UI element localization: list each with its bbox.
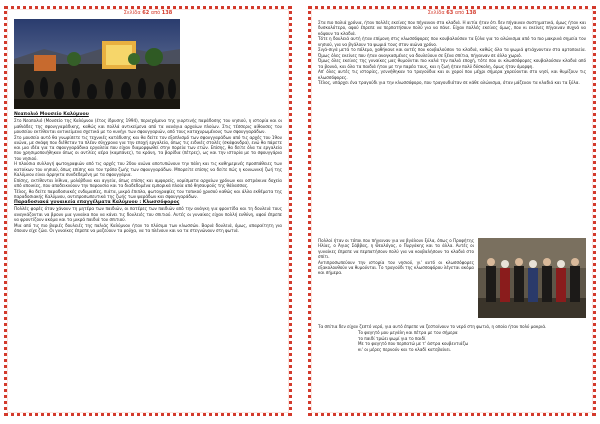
header-sep: από <box>150 10 161 16</box>
paragraph: Μια από τις πιο βαριές δουλειές της παλιάς Καλύμνου ήταν το πλύσιμο των κλωσσών. Βαριά δουλειά, όμως, απαραίτητη για όποιον είχε ζώα. Οι γυναίκες έπρεπε να μαζεύουν τα ρούχα, να τα πλένουν και να τα στεγνώνουν στη φωτιά. <box>14 222 282 233</box>
header-total-pages: 138 <box>465 10 477 16</box>
right-content-bottom-2 <box>318 324 586 353</box>
header-sep: από <box>454 10 465 16</box>
paragraph: Τέλος, υπάρχει ένα τραγούδι για την κλωσσόφορο, που τραγουδιόταν σε κάθε αλώνισμα, όταν μάζευαν τα κλαδιά και τα ξύλα. <box>318 80 580 86</box>
festival-photo <box>14 19 180 109</box>
header-current-page: 63 <box>446 10 454 16</box>
paragraph: Τέλος, θα δείτε παραδοσιακές ενδυμασίες, πιάτα, μικρά έπιπλα, φωτογραφίες του τοπικού χρυσού καθώς και άλλα εκθέματα της παραδοσιακής Καλύμνου, αντιπροσωπευτικά της ζωής των ψαράδων και σφουγγαράδων. <box>14 188 282 199</box>
section-title-2: Παραδοσιακά γυναικεία επαγγέλματα Καλύμνου : Κλωσσόφορος <box>14 200 180 205</box>
poem-line: Το φαγητό μου μεγάλη και πέτρα με του σήμερα <box>358 329 458 335</box>
paragraph: Στο μουσείο αυτό θα γνωρίσετε τις τεχνικές κατάδυσης και θα δείτε τον εξοπλισμό των σφουγγαράδων από τις αρχές του 19ου αιώνα, με σκάφη που διέθεταν τα πλέον σύγχρονα για την εποχή εργαλεία, όπως τις ειδικές στολές (σκάφανδρα), ενώ θα πάρετε και μια ιδέα για τα σφουγγαράδικα εργαλεία που είχαν διαμορφωθεί στην πορεία των ετών. Επίσης, θα δείτε όλα τα εργαλεία που χρησιμοποιήθηκαν όπως οι αντλίες αέρα (καμπάνες), τα κράνη, τα βαρίδια (πέτρες), ως και την ιστορία με τα σφουγγάρια του νησιού. <box>14 134 282 161</box>
page-header <box>308 10 596 16</box>
right-content-top <box>318 20 586 236</box>
header-current-page: 62 <box>142 10 150 16</box>
poem-line: κι' οι μέρες περνούν και το κλαδί κατεβαίνει. <box>358 347 452 352</box>
poem-line: Με το φαγητό που περπατώ με τ' άστρα κουβεντιάζω <box>358 341 469 347</box>
section-title: Νεαπολιό Μουσείο Καλύμνου <box>14 112 89 117</box>
folk-dance-photo <box>478 238 586 318</box>
page-header <box>4 10 292 16</box>
right-content-bottom <box>318 238 474 276</box>
header-prefix: Σελίδα <box>123 10 141 16</box>
header-prefix: Σελίδα <box>427 10 445 16</box>
paragraph: Πολλές φορές όταν χάνουν τη μητέρα των παιδιών, οι πατέρες των παιδιών από την ανάγκη για φροντίδα και τη δουλειά τους αναγκάζονται να βρουν μια γυναίκα που να κάνει τις δουλειές του σπιτιού. Αυτές οι γυναίκες είχαν πολλή ευθύνη, αφού έπρεπε να φροντίζουν ακόμα και τα μικρά παιδιά του σπιτιού. <box>14 206 282 222</box>
left-page <box>4 6 292 416</box>
paragraph: Τα σπίτια δεν είχαν ζεστό νερό, για αυτό έπρεπε να ζεσταίνουν το νερό στη φωτιά, η οποία ήταν πολύ μακριά. <box>318 324 547 329</box>
left-content <box>14 111 282 234</box>
paragraph: Η πλούσια συλλογή φωτογραφιών από τις αρχές του 20ου αιώνα αποτυπώνουν την πάλη και τις καθημερινές προσπάθειες των κατοίκων του νησιού, όπως επίσης και τον τρόπο ζωής των σφουγγαράδων. Μπορείτε επίσης να δείτε πώς η κοινωνική ζωή της Καλύμνου είναι άρρηκτα συνδεδεμένη με τα σφουγγάρια. <box>14 161 282 177</box>
paragraph: Αντιπροσωπεύουν την ιστορία του νησιού, γι' αυτό οι κλωσσόφορες εξακολουθούν να θυμούνται. Το τραγούδι της κλωσσοφόρου λέγεται ακόμα και σήμερα. <box>318 259 474 275</box>
right-page <box>308 6 596 416</box>
header-total-pages: 138 <box>161 10 173 16</box>
paragraph: Στο Νεαπολιό (Μουσείο της Καλύμνου (έτος ίδρυσης 1994), περιεχόμενα της γιορτινής παράδοσης του νησιού, η ιστορία και οι μαθιάδες της σφουγγαράδικης, καθώς και πολλά αντικείμενα από τα ναυάγια αρχαίων πλοίων. Στις τέσσερις αίθουσες του μουσείου εκτίθενται αντικείμενα σχετικά με το κυνήγι των σφουγγαριών, από τους κατοχυρωμένους των σφουγγαράδων. <box>14 118 282 134</box>
paragraph: Στα πιο παλιά χρόνια, ήταν πολλές εκείνες που πήγαιναν στα κλαδιά. Η αιτία ήταν ότι δεν πήγαιναν συστηματικά, όμως ήταν και δυσκολότερο, αφού έπρεπε να περπατήσουν πολύ για να πάνε. Είχαν πολλές εκείνες όμως, που κι εκείνες πήγαιναν συχνά να κόψουν τα κλαδιά. <box>318 20 586 36</box>
paragraph: Απ' όλες αυτές τις ιστορίες, γεννήθηκαν τα τραγούδια και οι χοροί που μέχρι σήμερα χορεύονται στο νησί, και θυμίζουν τις κλωσσόφορες. <box>318 69 586 80</box>
paragraph: Επίσης, εκτίθενται λίθινα, μολύβδινα και αγγεία, όπως επίσης και αμφορείς, νομίσματα αρχαίων χρόνων και οστράκινα δοχεία από αποικίες, που αποδεικνύουν την παρουσία και τα διαδεδομένα εμπορικά πλοία από θησαυρούς της θάλασσας. <box>14 177 282 188</box>
poem-line: το παιδί τρώει ψωμί για το παιδί <box>358 335 426 341</box>
paragraph: Τότε η δουλειά αυτή ήταν επίμονη στις κλωσσόφορες που κουβαλούσαν τα ξύλα για το αλώνισμα από τα πιο μακρινά σημεία του νησιού, για να βγάλουν τα ψωμιά τους στον αιώνα χρόνο. <box>318 36 586 47</box>
paragraph: Πολλοί ήταν οι τόποι που πήγαιναν για να βγάλουν ξύλα, όπως ο Προφήτης Ηλίας, ο Άγιος Σάββας, η Θεολόγος, ο Πυργάκης και τα άλλα. Αυτές οι γυναίκες έπρεπε να περπατήσουν πολύ για να κουβαλήσουν τα κλαδιά στο σπίτι. <box>318 238 474 259</box>
paragraph: Όμως όλες εκείνες της γυναίκες μας θυμούνται πιο καλά την παλιά εποχή, τότε που οι κλωσσόφορες κουβαλούσαν κλαδιά από τα βουνά, και όλα τα παιδιά ήταν με την παρέα τους, και η ζωή ήταν πολύ δύσκολη, όμως ήταν όμορφη. <box>318 58 586 69</box>
paragraph: Σιγά-σιγά μετά το πόλεμο, χαθήκανε και αυτές που κουβαλούσαν τα κλαδιά, καθώς όλα τα ψωμιά φτιάχνονταν στα αρτοποιεία. Όμως όλες εκείνες που ήταν αναγκασμένες να δουλεύουν σε ξένα σπίτια, πήγαιναν σε άλλο χωριό. <box>318 47 586 58</box>
